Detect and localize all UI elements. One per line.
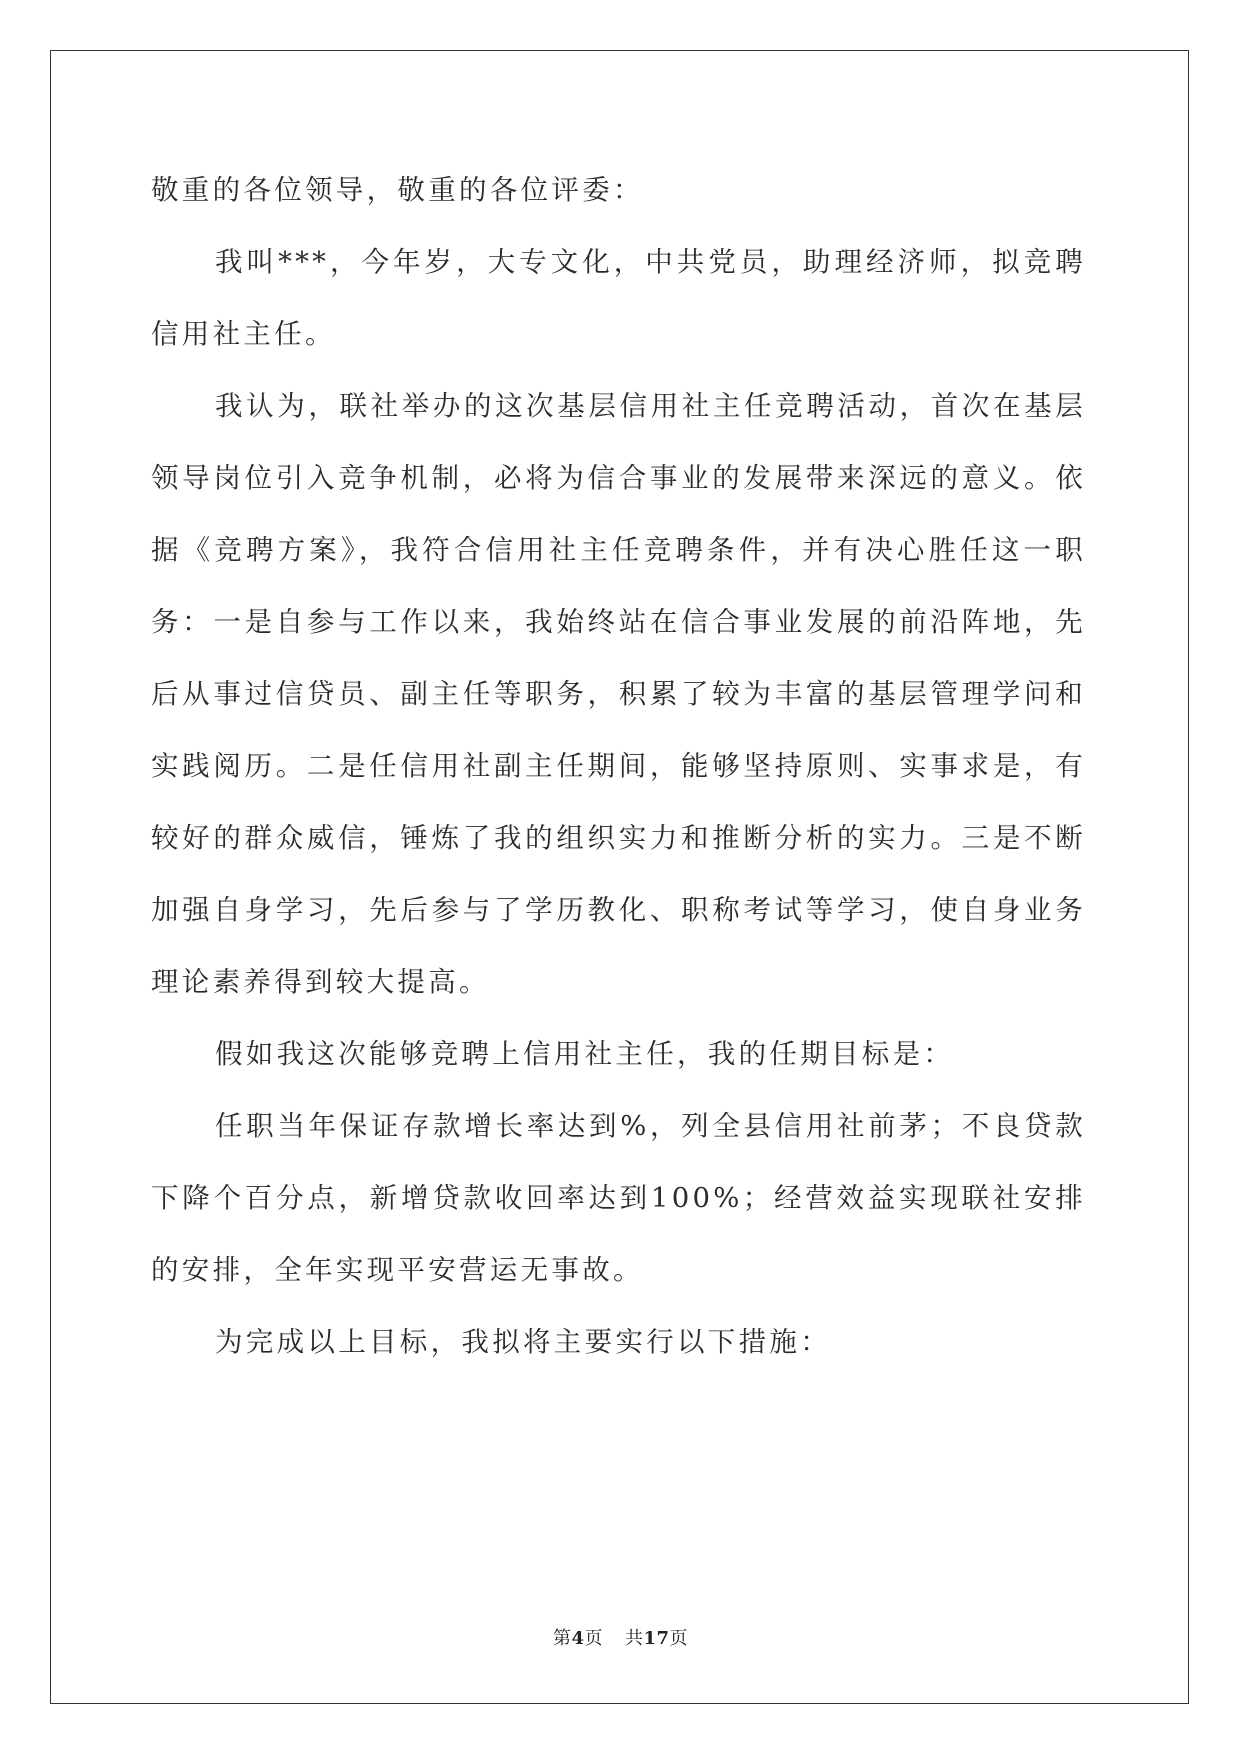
page-suffix: 页 <box>584 1628 603 1649</box>
page-number: 4 <box>571 1628 585 1649</box>
paragraph-goals: 任职当年保证存款增长率达到%，列全县信用社前茅；不良贷款下降个百分点，新增贷款收回率达到100%；经营效益实现联社安排的安排，全年实现平安营运无事故。 <box>151 1110 1086 1286</box>
total-suffix: 页 <box>669 1628 689 1649</box>
salutation: 敬重的各位领导，敬重的各位评委： <box>151 174 644 206</box>
paragraph-qualifications: 我认为，联社举办的这次基层信用社主任竞聘活动，首次在基层领导岗位引入竞争机制，必将为信合事业的发展带来深远的意义。依据《竞聘方案》，我符合信用社主任竞聘条件，并有决心胜任这一职务：一是自参与工作以来，我始终站在信合事业发展的前沿阵地，先后从事过信贷员、副主任等职务，积累了较为丰富的基层管理学问和实践阅历。二是任信用社副主任期间，能够坚持原则、实事求是，有较好的群众威信，锤炼了我的组织实力和推断分析的实力。三是不断加强自身学习，先后参与了学历教化、职称考试等学习，使自身业务理论素养得到较大提高。 <box>151 390 1086 998</box>
total-prefix: 共 <box>624 1628 644 1649</box>
page-footer <box>0 1624 1241 1650</box>
paragraph-measures-heading: 为完成以上目标，我拟将主要实行以下措施： <box>215 1326 831 1358</box>
document-body <box>151 154 1086 1378</box>
page-prefix: 第 <box>552 1628 572 1649</box>
total-pages: 17 <box>643 1628 670 1649</box>
paragraph-intro: 我叫***，今年岁，大专文化，中共党员，助理经济师，拟竞聘信用社主任。 <box>151 246 1086 350</box>
paragraph-goals-heading: 假如我这次能够竞聘上信用社主任，我的任期目标是： <box>215 1038 955 1070</box>
